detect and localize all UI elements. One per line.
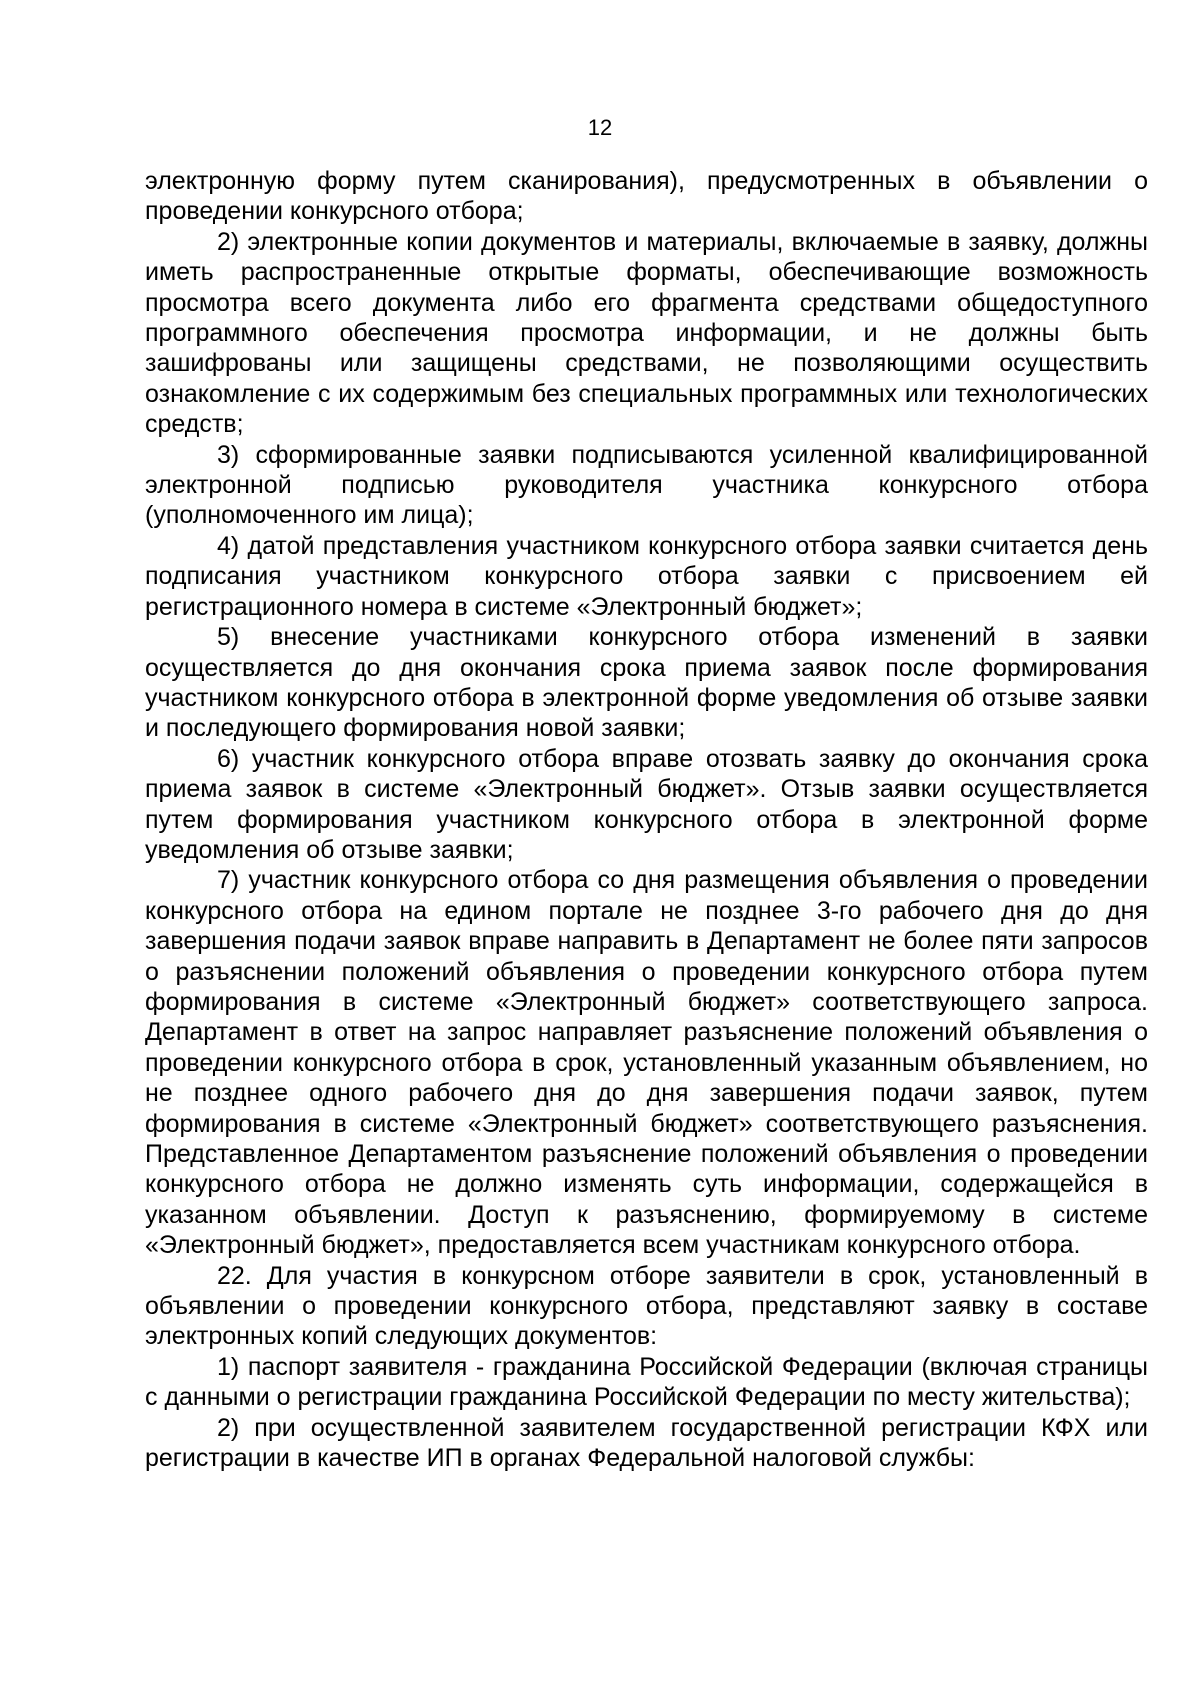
paragraph-clause-22-item-2: 2) при осуществленной заявителем государственной регистрации КФХ или регистрации в качестве ИП в органах Федеральной налоговой службы: <box>145 1413 1148 1473</box>
paragraph-item-5: 5) внесение участниками конкурсного отбора изменений в заявки осуществляется до дня окончания срока приема заявок после формирования участником конкурсного отбора в электронной форме уведомления об отзыве заявки и последующего формирования новой заявки; <box>145 623 1148 743</box>
paragraph-item-6: 6) участник конкурсного отбора вправе отозвать заявку до окончания срока приема заявок в системе «Электронный бюджет». Отзыв заявки осуществляется путем формирования участником конкурсного отбора в электронной форме уведомления об отзыве заявки; <box>145 744 1148 864</box>
document-body <box>145 166 1148 1473</box>
paragraph-item-7: 7) участник конкурсного отбора со дня размещения объявления о проведении конкурсного отбора на едином портале не позднее 3-го рабочего дня до дня завершения подачи заявок вправе направить в Департамент не более пяти запросов о разъяснении положений объявления о проведении конкурсного отбора путем формирования в системе «Электронный бюджет» соответствующего запроса. Департамент в ответ на запрос направляет разъяснение положений объявления о проведении конкурсного отбора в срок, установленный указанным объявлением, но не позднее одного рабочего дня до дня завершения подачи заявок, путем формирования в системе «Электронный бюджет» соответствующего разъяснения. Представленное Департаментом разъяснение положений объявления о проведении конкурсного отбора не должно изменять суть информации, содержащейся в указанном объявлении. Доступ к разъяснению, формируемому в системе «Электронный бюджет», предоставляется всем участникам конкурсного отбора. <box>145 866 1148 1260</box>
page-number: 12 <box>587 115 613 140</box>
paragraph-continuation: электронную форму путем сканирования), предусмотренных в объявлении о проведении конкурсного отбора; <box>145 167 1148 226</box>
paragraph-item-3: 3) сформированные заявки подписываются усиленной квалифицированной электронной подписью руководителя участника конкурсного отбора (уполномоченного им лица); <box>145 440 1148 530</box>
paragraph-clause-22: 22. Для участия в конкурсном отборе заявители в срок, установленный в объявлении о проведении конкурсного отбора, представляют заявку в составе электронных копий следующих документов: <box>145 1261 1148 1351</box>
paragraph-item-2: 2) электронные копии документов и материалы, включаемые в заявку, должны иметь распространенные открытые форматы, обеспечивающие возможность просмотра всего документа либо его фрагмента средствами общедоступного программного обеспечения просмотра информации, и не должны быть зашифрованы или защищены средствами, не позволяющими осуществить ознакомление с их содержимым без специальных программных или технологических средств; <box>145 227 1148 439</box>
paragraph-clause-22-item-1: 1) паспорт заявителя - гражданина Российской Федерации (включая страницы с данными о регистрации гражданина Российской Федерации по месту жительства); <box>145 1352 1148 1412</box>
paragraph-item-4: 4) датой представления участником конкурсного отбора заявки считается день подписания участником конкурсного отбора заявки с присвоением ей регистрационного номера в системе «Электронный бюджет»; <box>145 531 1148 621</box>
